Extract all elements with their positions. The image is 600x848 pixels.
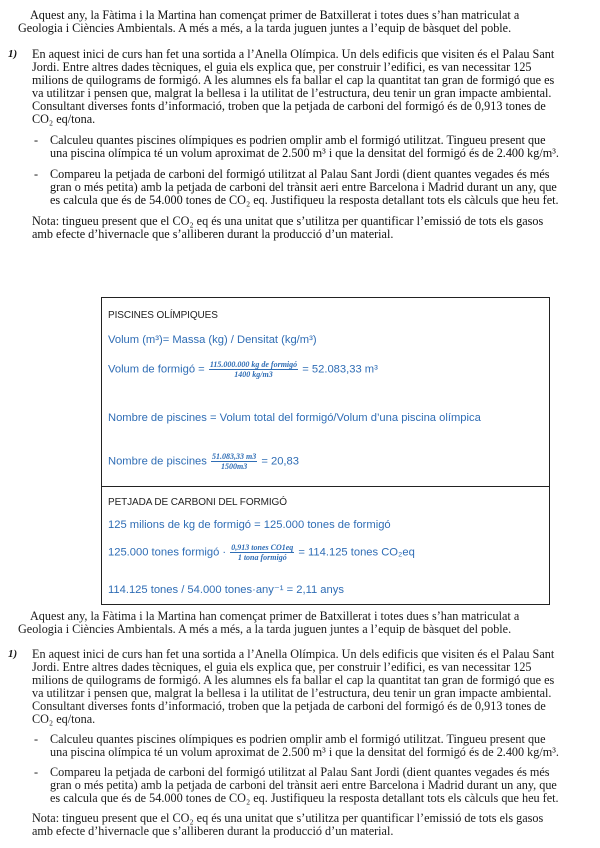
years-comparison: 114.125 tones / 54.000 tones·any⁻¹ = 2,11 anys — [108, 584, 344, 596]
carbon-fraction-denominator: 1 tona formigó — [237, 553, 287, 562]
question-number: 1) — [8, 48, 18, 60]
intro-paragraph: Aquest any, la Fàtima i la Martina han començat primer de Batxillerat i totes dues s’han matriculat a Geologia i Ciències Ambientals. A més a més, a la tarda juguen juntes a l’equip de bàsquet del poble. — [18, 609, 520, 636]
bullet-1-text: Calculeu quantes piscines olímpiques es podrien omplir amb el formigó utilitzat. Tingueu present que una piscina olímpica té un volum aproximat de 2.500 m³ i que la densitat del formigó és de 2.400 kg/m³. — [50, 133, 559, 160]
bullet-2-text: Compareu la petjada de carboni del formigó utilitzat al Palau Sant Jordi (dient quantes vegades és més gran o més petita) amb la petjada de carboni del trànsit aeri entre Barcelona i Madrid durant un any, que es calcula que és de 54.000 tones de CO₂ eq. Justifiqueu la resposta detallant tots els càlculs que heu fet. — [50, 167, 559, 207]
volume-calculation — [108, 360, 378, 379]
section2-title: PETJADA DE CARBONI DEL FORMIGÓ — [108, 497, 287, 508]
bullet-1 — [0, 134, 600, 160]
bullet-dash: - — [34, 732, 39, 746]
intro-paragraph: Aquest any, la Fàtima i la Martina han començat primer de Batxillerat i totes dues s’han matriculat a Geologia i Ciències Ambientals. A més a més, a la tarda juguen juntes a l’equip de bàsquet del poble. — [18, 8, 520, 35]
volume-fraction — [209, 360, 298, 379]
volume-fraction-numerator: 115.000.000 kg de formigó — [209, 360, 298, 369]
bullet-2 — [0, 766, 600, 805]
pools-prefix: Nombre de piscines — [108, 455, 207, 468]
question-number: 1) — [8, 648, 18, 660]
pools-result: = 20,83 — [261, 455, 299, 468]
note-paragraph: Nota: tingueu present que el CO₂ eq és una unitat que s’utilitza per quantificar l’emissió de tots els gasos amb efecte d’hivernacle que s’alliberen durant la producció d’un material. — [32, 811, 544, 838]
note-paragraph: Nota: tingueu present que el CO₂ eq és una unitat que s’utilitza per quantificar l’emissió de tots els gasos amb efecte d’hivernacle que s’alliberen durant la producció d’un material. — [32, 214, 544, 241]
carbon-result: = 114.125 tones CO₂eq — [298, 546, 415, 559]
pools-fraction-denominator: 1500m3 — [220, 462, 248, 471]
carbon-fraction — [230, 543, 294, 562]
bullet-1 — [0, 733, 600, 759]
statement-bottom — [0, 610, 600, 838]
formula-volume: Volum (m³)= Massa (kg) / Densitat (kg/m³) — [108, 334, 317, 346]
carbon-prefix: 125.000 tones formigó · — [108, 546, 227, 559]
bullet-2-text: Compareu la petjada de carboni del formigó utilitzat al Palau Sant Jordi (dient quantes vegades és més gran o més petita) amb la petjada de carboni del trànsit aeri entre Barcelona i Madrid durant un any, que es calcula que és de 54.000 tones de CO₂ eq. Justifiqueu la resposta detallant tots els càlculs que heu fet. — [50, 765, 559, 805]
bullet-dash: - — [34, 167, 39, 181]
carbon-fraction-numerator: 0,913 tones CO1eq — [231, 543, 294, 552]
section-divider — [102, 486, 549, 487]
formula-pools: Nombre de piscines = Volum total del formigó/Volum d’una piscina olímpica — [108, 412, 481, 424]
volume-prefix: Volum de formigó = — [108, 363, 205, 376]
section1-title: PISCINES OLÍMPIQUES — [108, 310, 218, 321]
statement-top — [0, 9, 600, 241]
pools-calculation — [108, 452, 299, 471]
question-text: En aquest inici de curs han fet una sortida a l’Anella Olímpica. Un dels edificis que visiten és el Palau Sant Jordi. Entre altres dades tècniques, el guia els explica que, per construir l’edifici, es van necessitar 125 milions de quilograms de formigó. A les alumnes els fa ballar el cap la quantitat tan gran de formigó que es va utilitzar i pensen que, malgrat la bellesa i la utilitat de l’estructura, deu tenir un gran impacte ambiental. Consultant diverses fonts d’informació, troben que la petjada de carboni del formigó és de 0,913 tones de CO₂ eq/tona. — [32, 47, 555, 126]
question-1 — [0, 48, 600, 126]
bullet-dash: - — [34, 765, 39, 779]
tonnes-conversion: 125 milions de kg de formigó = 125.000 tones de formigó — [108, 519, 391, 531]
carbon-calculation — [108, 543, 415, 562]
pools-fraction-numerator: 51.083,33 m3 — [211, 452, 257, 461]
question-text: En aquest inici de curs han fet una sortida a l’Anella Olímpica. Un dels edificis que visiten és el Palau Sant Jordi. Entre altres dades tècniques, el guia els explica que, per construir l’edifici, es van necessitar 125 milions de quilograms de formigó. A les alumnes els fa ballar el cap la quantitat tan gran de formigó que es va utilitzar i pensen que, malgrat la bellesa i la utilitat de l’estructura, deu tenir un gran impacte ambiental. Consultant diverses fonts d’informació, troben que la petjada de carboni del formigó és de 0,913 tones de CO₂ eq/tona. — [32, 647, 555, 726]
volume-result: = 52.083,33 m³ — [302, 363, 378, 376]
pools-fraction — [211, 452, 257, 471]
bullet-1-text: Calculeu quantes piscines olímpiques es podrien omplir amb el formigó utilitzat. Tingueu present que una piscina olímpica té un volum aproximat de 2.500 m³ i que la densitat del formigó és de 2.400 kg/m³. — [50, 732, 559, 759]
bullet-dash: - — [34, 133, 39, 147]
bullet-2 — [0, 168, 600, 207]
answer-box — [101, 297, 550, 605]
question-1 — [0, 648, 600, 726]
volume-fraction-denominator: 1400 kg/m3 — [234, 370, 273, 379]
